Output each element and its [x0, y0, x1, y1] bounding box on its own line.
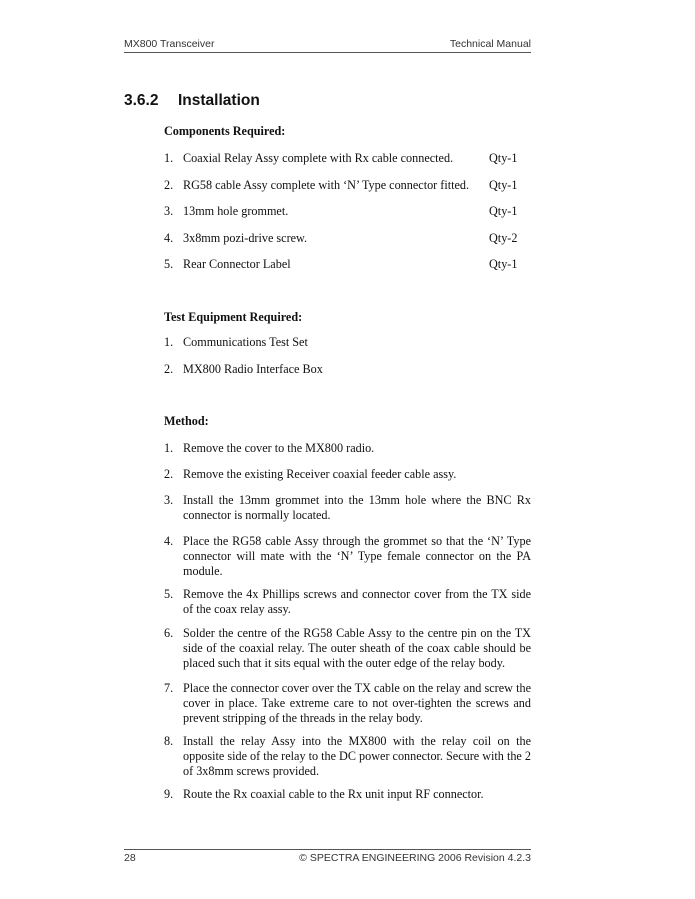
item-qty: Qty-2	[489, 231, 518, 245]
method-heading: Method:	[164, 414, 209, 428]
header-doc-type: Technical Manual	[449, 38, 531, 50]
step-number: 4.	[164, 534, 174, 548]
item-number: 4.	[164, 231, 174, 245]
step-text: Place the connector cover over the TX cable on the relay and screw the cover in place. Take extreme care to not over-tighten the screws and prevent stripping of the threads in the relay body.	[183, 681, 531, 725]
item-qty: Qty-1	[489, 151, 518, 165]
item-qty: Qty-1	[489, 257, 518, 271]
step-text: Route the Rx coaxial cable to the Rx unit input RF connector.	[183, 787, 484, 801]
step-number: 2.	[164, 467, 174, 481]
item-text: 3x8mm pozi-drive screw.	[183, 231, 308, 245]
footer-copyright: © SPECTRA ENGINEERING 2006 Revision 4.2.3	[299, 852, 531, 864]
step-number: 5.	[164, 587, 174, 601]
item-text: RG58 cable Assy complete with ‘N’ Type connector fitted.	[183, 178, 470, 192]
section-title	[124, 92, 260, 110]
step-number: 9.	[164, 787, 174, 801]
step-text: Solder the centre of the RG58 Cable Assy to the centre pin on the TX side of the coaxial relay. The outer sheath of the coax cable should be placed such that it sits equal with the outer edge of the relay body.	[183, 626, 531, 670]
item-number: 5.	[164, 257, 174, 271]
page-footer	[124, 849, 531, 864]
item-number: 2.	[164, 178, 174, 192]
step-number: 3.	[164, 493, 174, 507]
step-text: Remove the existing Receiver coaxial feeder cable assy.	[183, 467, 457, 481]
header-product: MX800 Transceiver	[124, 38, 215, 50]
page-number: 28	[124, 852, 136, 864]
page-header	[124, 38, 531, 53]
item-text: Coaxial Relay Assy complete with Rx cable connected.	[183, 151, 454, 165]
step-text: Remove the cover to the MX800 radio.	[183, 441, 375, 455]
section-number: 3.6.2	[124, 92, 159, 109]
step-number: 6.	[164, 626, 174, 640]
step-number: 1.	[164, 441, 174, 455]
step-text: Install the 13mm grommet into the 13mm hole where the BNC Rx connector is normally located.	[183, 493, 531, 522]
item-number: 2.	[164, 362, 174, 376]
item-text: Rear Connector Label	[183, 257, 291, 271]
step-number: 7.	[164, 681, 174, 695]
step-text: Place the RG58 cable Assy through the grommet so that the ‘N’ Type connector will mate with the ‘N’ Type female connector on the PA module.	[183, 534, 531, 578]
section-name: Installation	[178, 92, 260, 109]
item-number: 3.	[164, 204, 174, 218]
components-heading: Components Required:	[164, 124, 286, 138]
item-text: MX800 Radio Interface Box	[183, 362, 323, 376]
step-text: Remove the 4x Phillips screws and connector cover from the TX side of the coax relay assy.	[183, 587, 531, 616]
test-equipment-heading: Test Equipment Required:	[164, 310, 303, 324]
item-qty: Qty-1	[489, 204, 518, 218]
item-text: Communications Test Set	[183, 335, 308, 349]
item-number: 1.	[164, 151, 174, 165]
item-qty: Qty-1	[489, 178, 518, 192]
item-number: 1.	[164, 335, 174, 349]
step-number: 8.	[164, 734, 174, 748]
step-text: Install the relay Assy into the MX800 with the relay coil on the opposite side of the relay to the DC power connector. Secure with the 2 of 3x8mm screws provided.	[183, 734, 531, 778]
item-text: 13mm hole grommet.	[183, 204, 289, 218]
